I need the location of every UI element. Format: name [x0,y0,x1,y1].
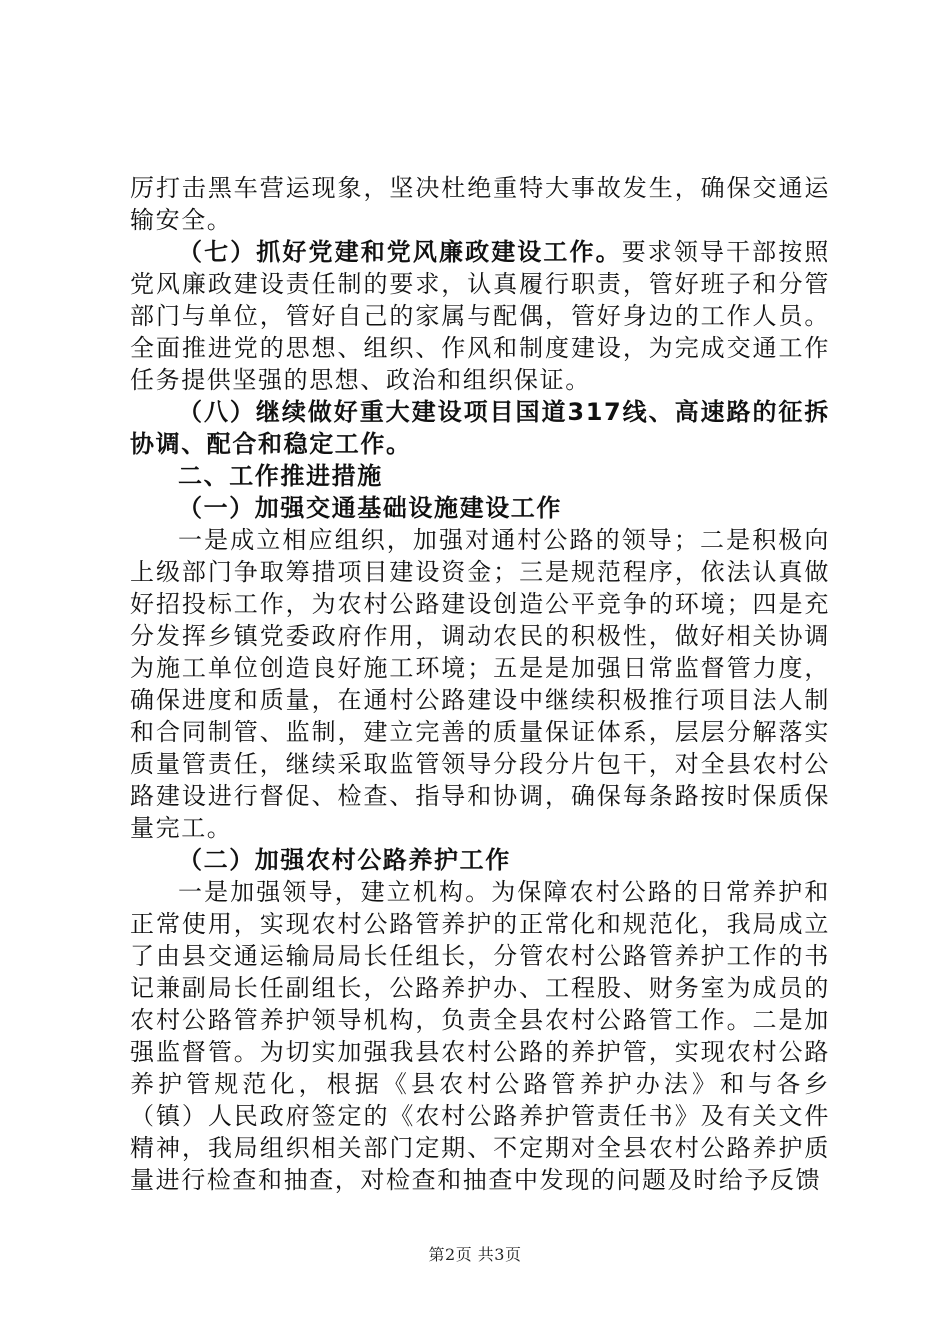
paragraph-continuation: 厉打击黑车营运现象，坚决杜绝重特大事故发生，确保交通运输安全。 [130,174,830,234]
section-two-title: 二、工作推进措施 [178,462,383,490]
subsection-two-title: （二）加强农村公路养护工作 [178,846,511,874]
item-seven-body: 要求领导干部按照党风廉政建设责任制的要求，认真履行职责，管好班子和分管部门与单位，管好自己的家属与配偶，管好身边的工作人员。全面推进党的思想、组织、作风和制度建设，为完成交通工作任务提供坚强的思想、政治和组织保证。 [130,238,830,394]
subsection-two-body: 一是加强领导，建立机构。为保障农村公路的日常养护和正常使用，实现农村公路管养护的正常化和规范化，我局成立了由县交通运输局局长任组长，分管农村公路管养护工作的书记兼副局长任副组长，公路养护办、工程股、财务室为成员的农村公路管养护领导机构，负责全县农村公路管工作。二是加强监督管。为切实加强我县农村公路的养护管，实现农村公路养护管规范化，根据《县农村公路管养护办法》和与各乡（镇）人民政府签定的《农村公路养护管责任书》及有关文件精神，我局组织相关部门定期、不定期对全县农村公路养护质量进行检查和抽查，对检查和抽查中发现的问题及时给予反馈 [130,878,830,1194]
item-seven-heading: （七）抓好党建和党风廉政建设工作。 [178,238,622,266]
document-body [130,172,830,1196]
paragraph-item-eight: （八）继续做好重大建设项目国道317线、高速路的征拆协调、配合和稳定工作。 [130,398,830,458]
subsection-one-body: 一是成立相应组织，加强对通村公路的领导；二是积极向上级部门争取筹措项目建设资金；三是规范程序，依法认真做好招投标工作，为农村公路建设创造公平竞争的环境；四是充分发挥乡镇党委政府作用，调动农民的积极性，做好相关协调为施工单位创造良好施工环境；五是是加强日常监督管力度，确保进度和质量，在通村公路建设中继续积极推行项目法人制和合同制管、监制，建立完善的质量保证体系，层层分解落实质量管责任，继续采取监管领导分段分片包干，对全县农村公路建设进行督促、检查、指导和协调，确保每条路按时保质保量完工。 [130,526,830,842]
paragraph-item-seven [130,236,830,396]
subsection-one-title: （一）加强交通基础设施建设工作 [178,494,562,522]
page-number-footer: 第2页 共3页 [428,1245,522,1264]
